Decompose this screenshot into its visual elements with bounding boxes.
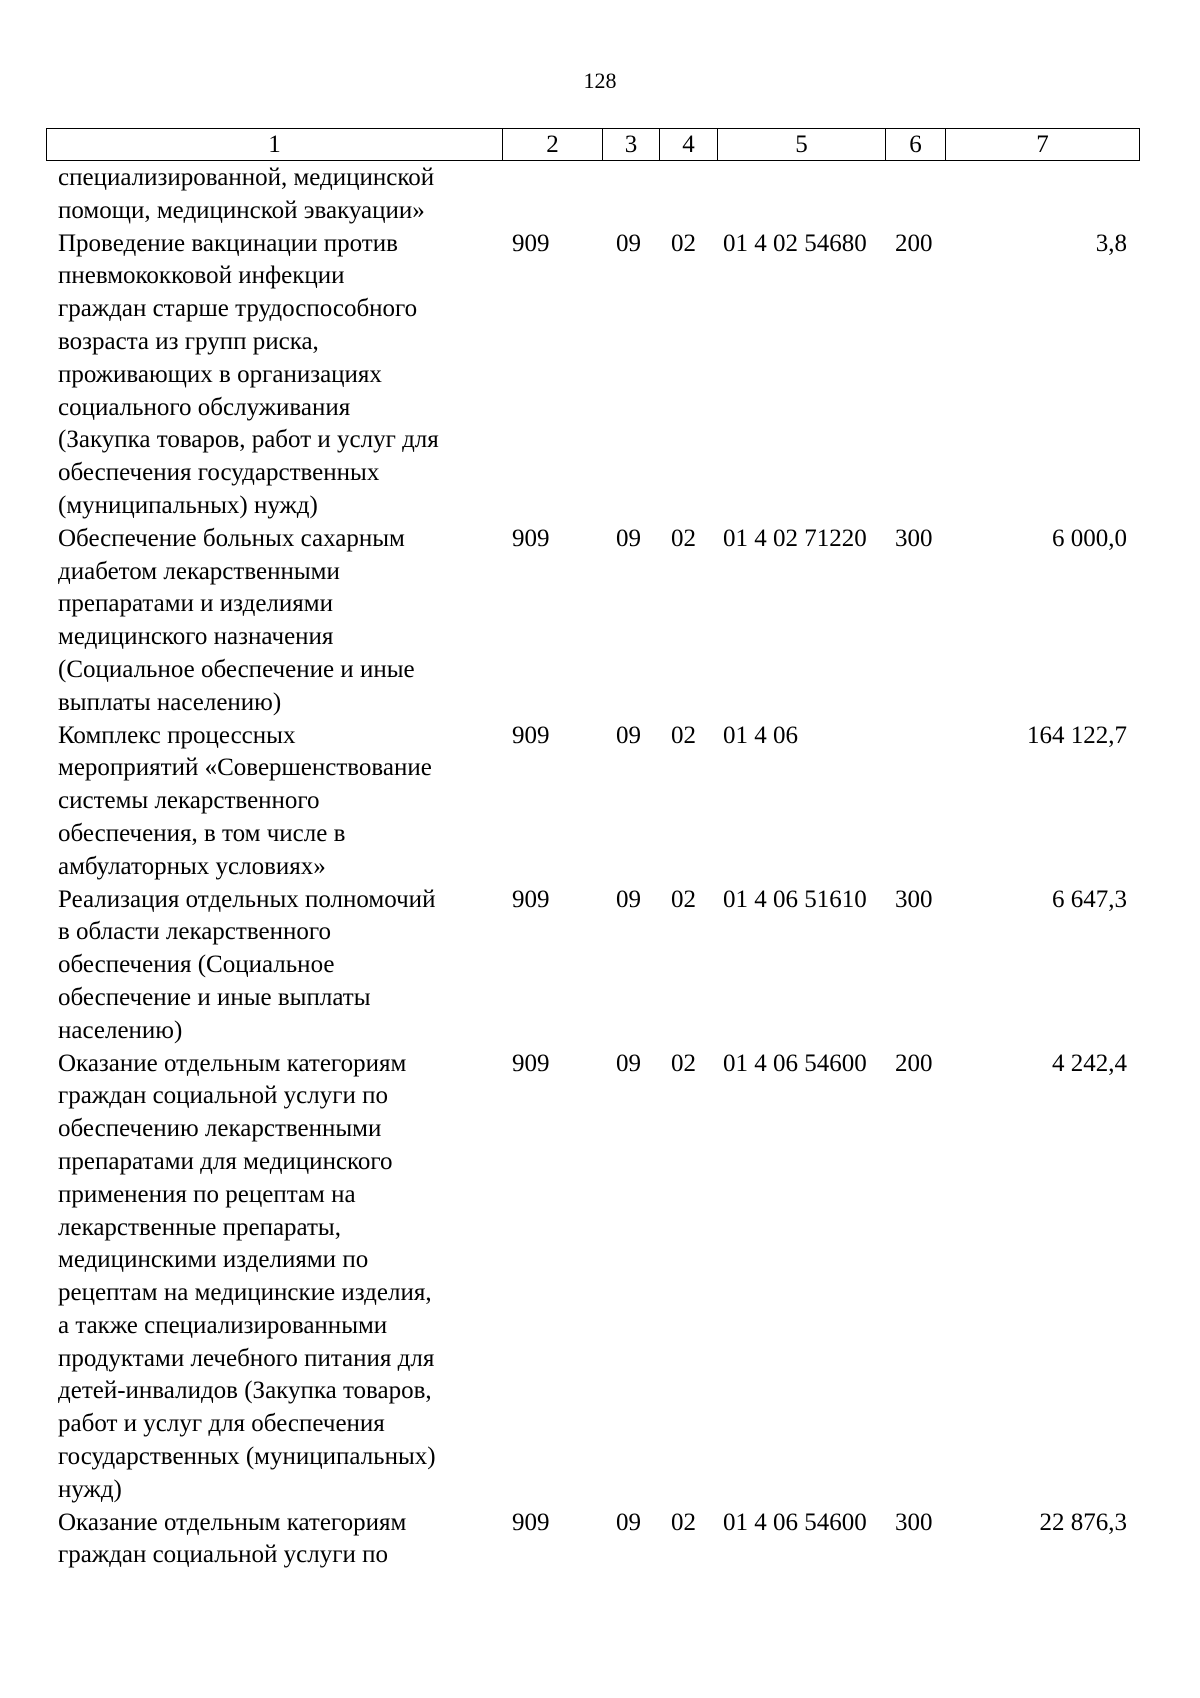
row-description: Комплекс процессных мероприятий «Совершенствование системы лекарственного обеспечения, в том числе в амбулаторных условиях» <box>58 721 432 880</box>
column-header-5: 5 <box>718 129 886 161</box>
row-subsection: 02 <box>671 524 696 552</box>
row-section: 09 <box>616 1508 641 1536</box>
row-target-article: 01 4 02 54680 <box>723 229 867 257</box>
row-amount: 22 876,3 <box>1039 1508 1127 1536</box>
column-header-6: 6 <box>886 129 946 161</box>
row-amount: 6 647,3 <box>1052 885 1127 913</box>
row-section: 09 <box>616 1049 641 1077</box>
row-amount: 3,8 <box>1095 229 1127 257</box>
row-target-article: 01 4 02 71220 <box>723 524 867 552</box>
row-code-ministry: 909 <box>512 1049 550 1077</box>
row-expense-type <box>885 162 945 228</box>
row-code-ministry: 909 <box>512 721 550 749</box>
row-code-ministry: 909 <box>512 1508 550 1536</box>
row-subsection: 02 <box>671 1049 696 1077</box>
column-header-7: 7 <box>946 129 1140 161</box>
table-row <box>46 1507 1139 1573</box>
table-row <box>46 523 1139 720</box>
table-row <box>46 884 1139 1048</box>
row-section: 09 <box>616 721 641 749</box>
row-description: Оказание отдельным категориям граждан социальной услуги по обеспечению лекарственными препаратами для медицинского применения по рецептам на лекарственные препараты, медицинскими изделиями по рецептам на медицинские изделия, а также специализированными продуктами лечебного питания для детей-инвалидов (Закупка товаров, работ и услуг для обеспечения государственных (муниципальных) нужд) <box>58 1049 436 1503</box>
column-header-row <box>47 129 1140 161</box>
row-amount: 4 242,4 <box>1052 1049 1127 1077</box>
row-section <box>602 162 659 228</box>
row-expense-type: 200 <box>895 1049 933 1077</box>
row-subsection <box>659 162 717 228</box>
column-header-2: 2 <box>503 129 603 161</box>
row-expense-type <box>885 720 945 884</box>
row-section: 09 <box>616 885 641 913</box>
row-target-article <box>717 162 885 228</box>
table-row <box>46 1048 1139 1507</box>
row-code-ministry: 909 <box>512 885 550 913</box>
column-header-3: 3 <box>603 129 660 161</box>
row-expense-type: 300 <box>895 524 933 552</box>
row-amount: 6 000,0 <box>1052 524 1127 552</box>
row-description: Реализация отдельных полномочий в области лекарственного обеспечения (Социальное обеспечение и иные выплаты населению) <box>58 885 436 1044</box>
row-code-ministry <box>502 162 602 228</box>
table-row <box>46 720 1139 884</box>
row-subsection: 02 <box>671 721 696 749</box>
row-code-ministry: 909 <box>512 524 550 552</box>
row-expense-type: 300 <box>895 1508 933 1536</box>
row-target-article: 01 4 06 <box>723 721 798 749</box>
row-subsection: 02 <box>671 229 696 257</box>
table-row <box>46 162 1139 228</box>
row-amount <box>945 162 1139 228</box>
row-subsection: 02 <box>671 1508 696 1536</box>
column-header-1: 1 <box>47 129 503 161</box>
page-number: 128 <box>583 68 617 93</box>
column-header-4: 4 <box>660 129 718 161</box>
row-section: 09 <box>616 524 641 552</box>
row-target-article: 01 4 06 51610 <box>723 885 867 913</box>
row-subsection: 02 <box>671 885 696 913</box>
row-description: Обеспечение больных сахарным диабетом лекарственными препаратами и изделиями медицинского назначения (Социальное обеспечение и иные выплаты населению) <box>58 524 415 716</box>
table-row <box>46 228 1139 523</box>
row-expense-type: 200 <box>895 229 933 257</box>
row-expense-type: 300 <box>895 885 933 913</box>
budget-table-body <box>46 162 1139 1572</box>
row-description: Проведение вакцинации против пневмококковой инфекции граждан старше трудоспособного возраста из групп риска, проживающих в организациях социального обслуживания (Закупка товаров, работ и услуг для обеспечения государственных (муниципальных) нужд) <box>58 229 439 519</box>
row-description: специализированной, медицинской помощи, медицинской эвакуации» <box>58 164 435 224</box>
row-amount: 164 122,7 <box>1027 721 1127 749</box>
row-target-article: 01 4 06 54600 <box>723 1508 867 1536</box>
row-section: 09 <box>616 229 641 257</box>
row-code-ministry: 909 <box>512 229 550 257</box>
row-target-article: 01 4 06 54600 <box>723 1049 867 1077</box>
column-header-table <box>46 128 1140 161</box>
row-description: Оказание отдельным категориям граждан социальной услуги по <box>58 1508 407 1569</box>
